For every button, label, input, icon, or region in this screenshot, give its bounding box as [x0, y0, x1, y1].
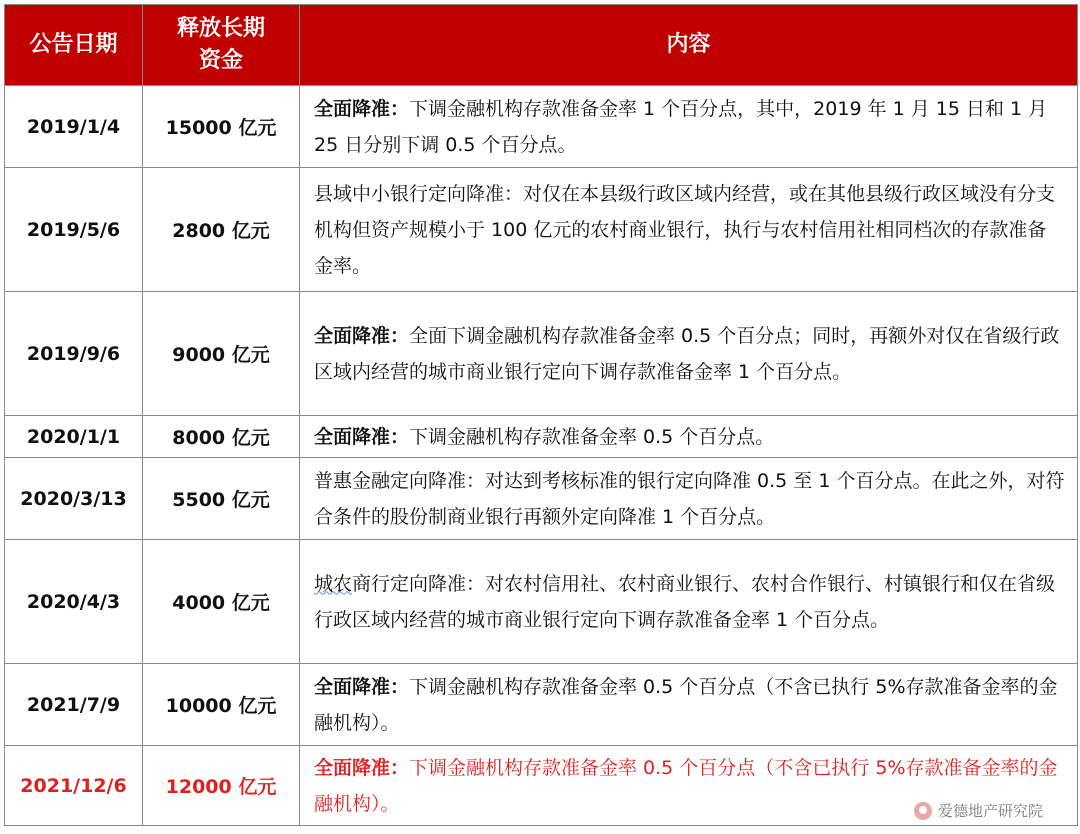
cell-date: 2020/4/3: [5, 540, 143, 664]
cell-amount: 8000 亿元: [143, 416, 300, 458]
cell-content: 全面降准：下调金融机构存款准备金率 1 个百分点，其中，2019 年 1 月 15 日和 1 月 25 日分别下调 0.5 个百分点。: [300, 86, 1078, 168]
cell-content: 全面降准：全面下调金融机构存款准备金率 0.5 个百分点；同时，再额外对仅在省级行政区域内经营的城市商业银行定向下调存款准备金率 1 个百分点。: [300, 292, 1078, 416]
watermark: [914, 800, 1043, 821]
table-row: [5, 86, 1078, 168]
cell-content: 普惠金融定向降准：对达到考核标准的银行定向降准 0.5 至 1 个百分点。在此之外，对符合条件的股份制商业银行再额外定向降准 1 个百分点。: [300, 458, 1078, 540]
header-funds: 释放长期 资金: [143, 5, 300, 86]
cell-amount: 10000 亿元: [143, 664, 300, 746]
cell-amount: 12000 亿元: [143, 746, 300, 826]
spellcheck-underline: 城农: [314, 572, 353, 595]
table-row: [5, 540, 1078, 664]
cell-date: 2019/5/6: [5, 168, 143, 292]
cell-date: 2021/12/6: [5, 746, 143, 826]
table-row: [5, 458, 1078, 540]
cell-date: 2021/7/9: [5, 664, 143, 746]
table-row: [5, 292, 1078, 416]
cell-amount: 4000 亿元: [143, 540, 300, 664]
table-row: [5, 168, 1078, 292]
rrr-cut-table: [4, 4, 1078, 826]
cell-amount: 15000 亿元: [143, 86, 300, 168]
cell-date: 2019/9/6: [5, 292, 143, 416]
cell-amount: 2800 亿元: [143, 168, 300, 292]
cell-content: 县域中小银行定向降准：对仅在本县级行政区域内经营，或在其他县级行政区域没有分支机构但资产规模小于 100 亿元的农村商业银行，执行与农村信用社相同档次的存款准备金率。: [300, 168, 1078, 292]
table-row: [5, 664, 1078, 746]
cell-amount: 9000 亿元: [143, 292, 300, 416]
cell-date: 2020/1/1: [5, 416, 143, 458]
cell-amount: 5500 亿元: [143, 458, 300, 540]
header-content: 内容: [300, 5, 1078, 86]
cell-content: 全面降准：下调金融机构存款准备金率 0.5 个百分点（不含已执行 5%存款准备金率的金融机构）。: [300, 664, 1078, 746]
cell-date: 2020/3/13: [5, 458, 143, 540]
cell-content: 全面降准：下调金融机构存款准备金率 0.5 个百分点。: [300, 416, 1078, 458]
watermark-text: 爱德地产研究院: [938, 802, 1044, 820]
cell-date: 2019/1/4: [5, 86, 143, 168]
cell-content: 全面降准：下调金融机构存款准备金率 0.5 个百分点（不含已执行 5%存款准备金率的金融机构）。: [300, 746, 1078, 826]
table-header-row: [5, 5, 1078, 86]
header-date: 公告日期: [5, 5, 143, 86]
cell-content: 城农商行定向降准：对农村信用社、农村商业银行、农村合作银行、村镇银行和仅在省级行政区域内经营的城市商业银行定向下调存款准备金率 1 个百分点。: [300, 540, 1078, 664]
watermark-logo-icon: [914, 802, 932, 820]
table-row: [5, 416, 1078, 458]
